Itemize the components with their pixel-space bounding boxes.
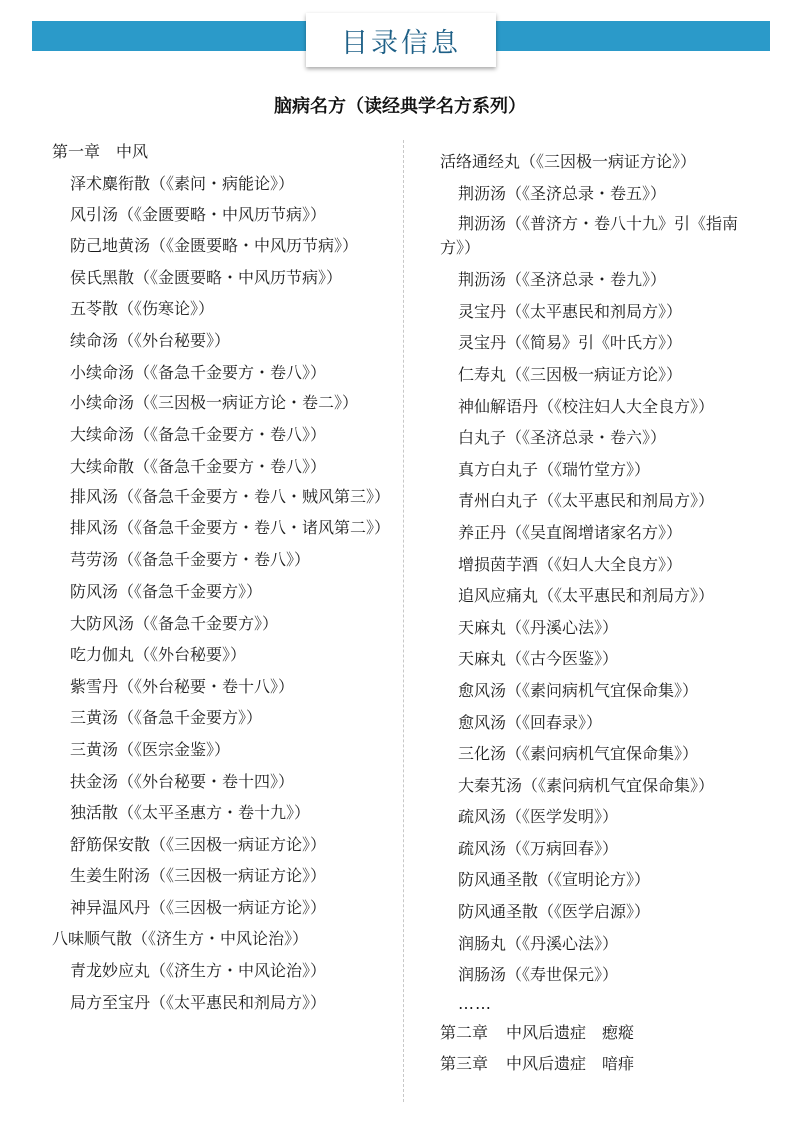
toc-entry: 排风汤（《备急千金要方・卷八・诸风第二》） xyxy=(70,518,391,538)
toc-entry: 养正丹（《吴直阁增诸家名方》） xyxy=(458,522,683,542)
toc-entry: 三化汤（《素问病机气宜保命集》） xyxy=(458,744,699,764)
toc-entry: 风引汤（《金匮要略・中风历节病》） xyxy=(70,205,327,225)
toc-entry: 润肠汤（《寿世保元》） xyxy=(458,965,619,985)
toc-heading: 活络通经丸（《三因极一病证方论》） xyxy=(440,152,697,171)
header-band-right xyxy=(496,21,770,51)
toc-entry: 荆沥汤（《圣济总录・卷九》） xyxy=(458,270,667,290)
book-title: 脑病名方（读经典学名方系列） xyxy=(274,96,526,117)
toc-entry: 防风通圣散（《医学启源》） xyxy=(458,902,651,922)
toc-entry: 愈风汤（《素问病机气宜保命集》） xyxy=(458,680,699,700)
toc-entry: 芎劳汤（《备急千金要方・卷八》） xyxy=(70,550,311,570)
toc-entry: 愈风汤（《回春录》） xyxy=(458,712,603,732)
toc-entry: 疏风汤（《医学发明》） xyxy=(458,807,619,827)
toc-entry: 生姜生附汤（《三因极一病证方论》） xyxy=(70,866,327,886)
header-band-left xyxy=(32,21,308,51)
toc-entry: 防风汤（《备急千金要方》） xyxy=(70,581,263,601)
toc-heading: 第一章 中风 xyxy=(52,142,149,161)
toc-entry: 大防风汤（《备急千金要方》） xyxy=(70,613,279,633)
toc-right-items xyxy=(440,146,762,1017)
toc-entry: 侯氏黑散（《金匮要略・中风历节病》） xyxy=(70,267,343,287)
toc-entry: 增损茵芋酒（《妇人大全良方》） xyxy=(458,554,683,574)
toc-entry: 三黄汤（《备急千金要方》） xyxy=(70,708,263,728)
column-divider xyxy=(403,140,404,1102)
toc-entry: 三黄汤（《医宗金鉴》） xyxy=(70,739,231,759)
toc-entry: 神仙解语丹（《校注妇人大全良方》） xyxy=(458,396,715,416)
toc-entry: 灵宝丹（《简易》引《叶氏方》） xyxy=(458,333,683,353)
toc-entry: 紫雪丹（《外台秘要・卷十八》） xyxy=(70,676,295,696)
toc-entry: 荆沥汤（《普济方・卷八十九》引《指南方》） xyxy=(440,214,739,258)
toc-entry: 天麻丸（《古今医鉴》） xyxy=(458,649,619,669)
toc-entry: 泽术麋衔散（《素问・病能论》） xyxy=(70,173,295,193)
toc-entry: 大续命散（《备急千金要方・卷八》） xyxy=(70,456,327,476)
toc-entry: 排风汤（《备急千金要方・卷八・贼风第三》） xyxy=(70,487,391,507)
toc-entry: 白丸子（《圣济总录・卷六》） xyxy=(458,428,667,448)
toc-entry: 神异温风丹（《三因极一病证方论》） xyxy=(70,897,327,917)
chapter-number: 第三章 xyxy=(440,1054,489,1074)
header-title: 目录信息 xyxy=(306,13,496,67)
toc-entry: 五苓散（《伤寒论》） xyxy=(70,299,215,319)
toc-entry: 润肠丸（《丹溪心法》） xyxy=(458,933,619,953)
toc-entry: 独活散（《太平圣惠方・卷十九》） xyxy=(70,803,311,823)
chapter-title: 中风后遗症 瘛瘲 xyxy=(506,1022,635,1042)
toc-ellipsis: …… xyxy=(458,993,492,1013)
toc-entry: 局方至宝丹（《太平惠民和剂局方》） xyxy=(70,992,327,1012)
toc-entry: 天麻丸（《丹溪心法》） xyxy=(458,617,619,637)
toc-entry: 疏风汤（《万病回春》） xyxy=(458,838,619,858)
toc-left-column xyxy=(52,136,392,1018)
toc-entry: 防己地黄汤（《金匮要略・中风历节病》） xyxy=(70,235,359,255)
toc-entry: 青州白丸子（《太平惠民和剂局方》） xyxy=(458,491,715,511)
toc-entry: 续命汤（《外台秘要》） xyxy=(70,330,231,350)
toc-entry: 仁寿丸（《三因极一病证方论》） xyxy=(458,364,683,384)
toc-entry: 青龙妙应丸（《济生方・中风论治》） xyxy=(70,961,327,981)
toc-entry: 大秦艽汤（《素问病机气宜保命集》） xyxy=(458,775,715,795)
chapter-2-heading xyxy=(440,1017,762,1049)
toc-entry: 防风通圣散（《宣明论方》） xyxy=(458,870,651,890)
toc-entry: 扶金汤（《外台秘要・卷十四》） xyxy=(70,771,295,791)
toc-entry: 小续命汤（《三因极一病证方论・卷二》） xyxy=(70,393,359,413)
chapter-3-heading xyxy=(440,1048,762,1080)
toc-entry: 舒筋保安散（《三因极一病证方论》） xyxy=(70,834,327,854)
chapter-title: 中风后遗症 喑痱 xyxy=(506,1054,635,1074)
toc-entry: 灵宝丹（《太平惠民和剂局方》） xyxy=(458,301,683,321)
toc-entry: 吃力伽丸（《外台秘要》） xyxy=(70,645,247,665)
toc-heading: 八味顺气散（《济生方・中风论治》） xyxy=(52,929,309,949)
chapter-number: 第二章 xyxy=(440,1022,489,1042)
toc-entry: 真方白丸子（《瑞竹堂方》） xyxy=(458,459,651,479)
toc-entry: 大续命汤（《备急千金要方・卷八》） xyxy=(70,425,327,445)
toc-entry: 荆沥汤（《圣济总录・卷五》） xyxy=(458,183,667,203)
toc-entry: 追风应痛丸（《太平惠民和剂局方》） xyxy=(458,586,715,606)
toc-entry: 小续命汤（《备急千金要方・卷八》） xyxy=(70,362,327,382)
toc-right-column xyxy=(440,146,762,1080)
